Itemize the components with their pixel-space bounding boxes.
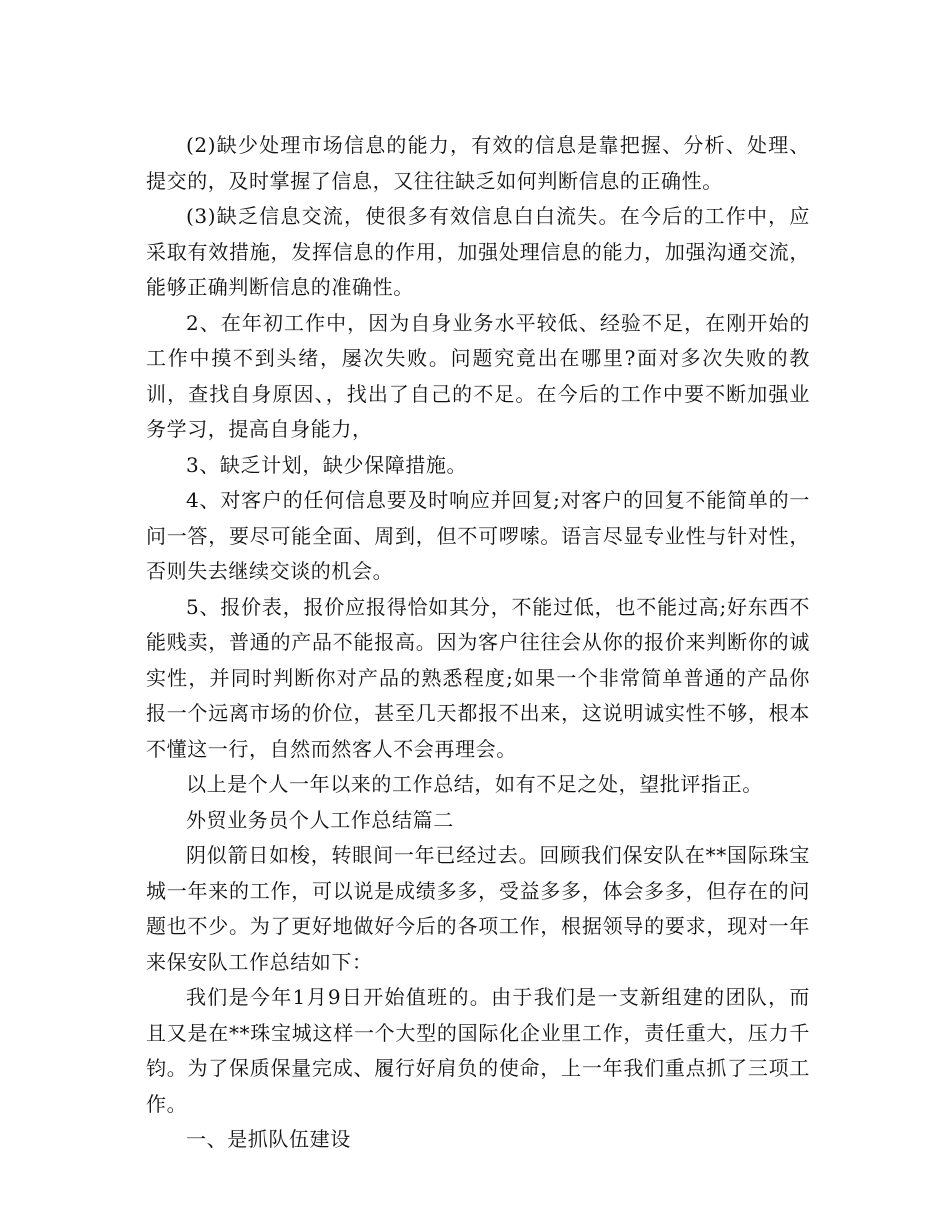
- paragraph-point-5: 5、报价表，报价应报得恰如其分，不能过低，也不能过高;好东西不能贱卖，普通的产品不能报高。因为客户往往会从你的报价来判断你的诚实性，并同时判断你对产品的熟悉程度;如果一个非常简单普通的产品你报一个远离市场的价位，甚至几天都报不出来，这说明诚实性不够，根本不懂这一行，自然而然客人不会再理会。: [146, 594, 810, 761]
- section-heading: 外贸业务员个人工作总结篇二: [186, 807, 454, 832]
- paragraph-info-handling: (2)缺少处理市场信息的能力，有效的信息是靠把握、分析、处理、提交的，及时掌握了信息，又往往缺乏如何判断信息的正确性。: [146, 133, 810, 193]
- paragraph-info-exchange: (3)缺乏信息交流，使很多有效信息白白流失。在今后的工作中，应采取有效措施，发挥信息的作用，加强处理信息的能力，加强沟通交流，能够正确判断信息的准确性。: [146, 204, 810, 299]
- paragraph-point-4: 4、对客户的任何信息要及时响应并回复;对客户的回复不能简单的一问一答，要尽可能全面、周到，但不可啰嗦。语言尽显专业性与针对性，否则失去继续交谈的机会。: [146, 488, 810, 583]
- paragraph-intro: 阴似箭日如梭，转眼间一年已经过去。回顾我们保安队在**国际珠宝城一年来的工作，可以说是成绩多多，受益多多，体会多多，但存在的问题也不少。为了更好地做好今后的各项工作，根据领导的要求，现对一年来保安队工作总结如下：: [146, 843, 810, 974]
- paragraph-point-3: 3、缺乏计划，缺少保障措施。: [186, 452, 468, 477]
- paragraph-conclusion: 以上是个人一年以来的工作总结，如有不足之处，望批评指正。: [186, 772, 763, 796]
- paragraph-point-2: 2、在年初工作中，因为自身业务水平较低、经验不足，在刚开始的工作中摸不到头绪，屡次失败。问题究竟出在哪里?面对多次失败的教训，查找自身原因、，找出了自己的不足。在今后的工作中要不断加强业务学习，提高自身能力，: [146, 310, 810, 441]
- document-body: [146, 128, 810, 1158]
- paragraph-background: 我们是今年1月9日开始值班的。由于我们是一支新组建的团队，而且又是在**珠宝城这样一个大型的国际化企业里工作，责任重大，压力千钧。为了保质保量完成、履行好肩负的使命，上一年我们重点抓了三项工作。: [146, 985, 810, 1116]
- subsection-heading: 一、是抓队伍建设: [186, 1127, 351, 1151]
